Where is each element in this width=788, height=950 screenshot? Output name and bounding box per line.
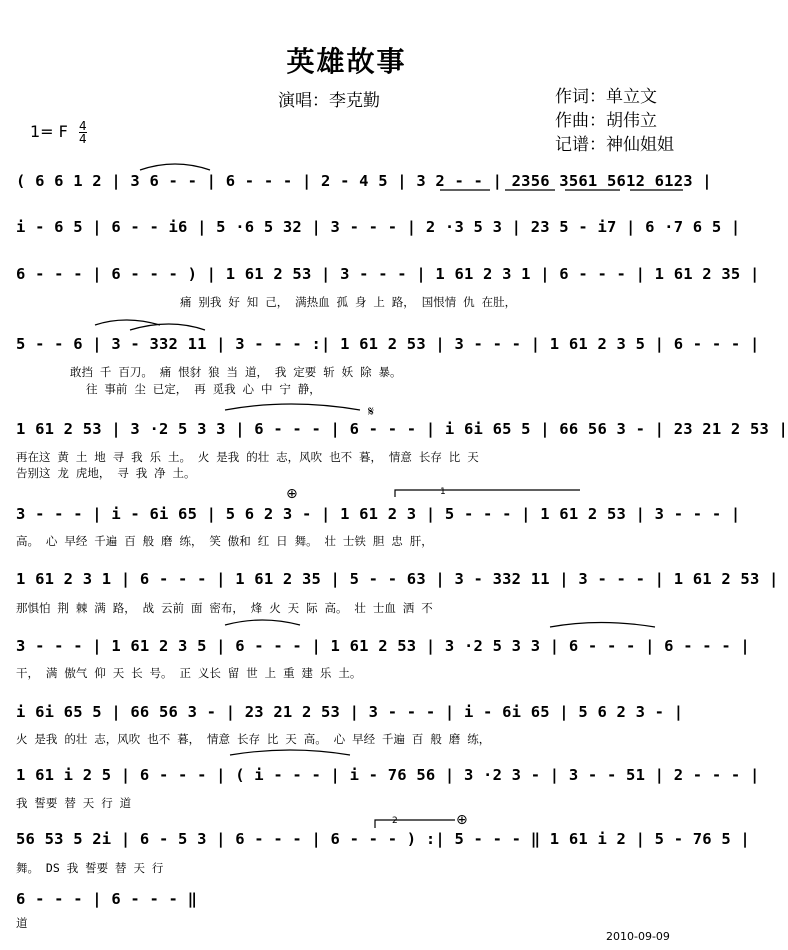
lyric-line-4a: 敢挡 千 百刀。 痛 恨豺 狼 当 道， 我 定要 斩 妖 除 暴。 [70, 365, 402, 379]
volta-number: 1 [440, 487, 446, 497]
score-line-2: i - 6 5 | 6 - - i6 | 5 ·6 5 32 | 3 - - - | 2 ·3 5 3 | 23 5 - i7 | 6 ·7 6 5 | [16, 218, 741, 236]
lyric-line-4b: 往 事前 尘 已定， 再 觅我 心 中 宁 静， [86, 382, 321, 396]
lyric-line-9: 火 是我 的壮 志，风吹 也不 暮， 情意 长存 比 天 高。 心 早经 千遍 百 般 磨 练， [16, 732, 491, 746]
slur-arc [95, 320, 160, 325]
key-text: 1= F [30, 122, 68, 141]
score-line-6: 3 - - - | i - 6i 65 | 5 6 2 3 - | 1 61 2 3 | 5 - - - | 1 61 2 53 | 3 - - - | [16, 505, 741, 523]
score-line-4: 5 - - 6 | 3 - 332 11 | 3 - - - :| 1 61 2 53 | 3 - - - | 1 61 2 3 5 | 6 - - - | [16, 335, 760, 353]
song-title: 英雄故事 [286, 45, 407, 78]
score-line-10: 1 61 i 2 5 | 6 - - - | ( i - - - | i - 76 56 | 3 ·2 3 - | 3 - - 51 | 2 - - - | [16, 766, 760, 784]
score-line-3: 6 - - - | 6 - - - ) | 1 61 2 53 | 3 - - - | 1 61 2 3 1 | 6 - - - | 1 61 2 35 | [16, 265, 760, 283]
transcription-date: 2010-09-09 [606, 930, 670, 943]
composer-credit: 作曲：胡伟立 [555, 111, 657, 131]
lyric-line-5b: 告别这 龙 虎地， 寻 我 净 土。 [16, 466, 196, 480]
volta-bracket-2 [375, 820, 455, 828]
score-line-1: ( 6 6 1 2 | 3 6 - - | 6 - - - | 2 - 4 5 | 3 2 - - | 2356 3561 5612 6123 | [16, 172, 712, 190]
score-line-12: 6 - - - | 6 - - - ‖ [16, 890, 198, 908]
lyric-line-11: 舞。 DS 我 誓要 替 天 行 [16, 861, 164, 875]
coda-sign: ⊕ [456, 812, 468, 828]
slur-arc [550, 623, 655, 628]
score-line-7: 1 61 2 3 1 | 6 - - - | 1 61 2 35 | 5 - - 63 | 3 - 332 11 | 3 - - - | 1 61 2 53 | [16, 570, 779, 588]
lyric-line-12: 道 [16, 916, 28, 930]
lyricist-credit: 作词：单立文 [555, 87, 657, 107]
slur-arc [140, 164, 210, 170]
lyric-line-3: 痛 别我 好 知 己， 满热血 孤 身 上 路， 国恨情 仇 在肚， [180, 295, 517, 309]
score-line-8: 3 - - - | 1 61 2 3 5 | 6 - - - | 1 61 2 53 | 3 ·2 5 3 3 | 6 - - - | 6 - - - | [16, 637, 750, 655]
slur-arc [225, 404, 360, 410]
score-line-11: 56 53 5 2i | 6 - 5 3 | 6 - - - | 6 - - - ) :| 5 - - - ‖ 1 61 i 2 | 5 - 76 5 | [16, 830, 750, 848]
time-top: 4 [78, 119, 87, 133]
transcriber-credit: 记谱：神仙姐姐 [555, 135, 674, 155]
volta-number: 2 [392, 816, 398, 826]
segno-sign: 𝄋 [368, 404, 375, 420]
lyric-line-10: 我 誓要 替 天 行 道 [16, 796, 132, 810]
time-bottom: 4 [78, 132, 87, 146]
slur-arc [225, 620, 300, 625]
lyric-line-5a: 再在这 黄 土 地 寻 我 乐 土。 火 是我 的壮 志，风吹 也不 暮， 情意 长存 比 天 [16, 450, 479, 464]
coda-sign: ⊕ [286, 486, 298, 502]
slur-arc [230, 750, 350, 755]
lyric-line-6: 高。 心 早经 千遍 百 般 磨 练， 笑 傲和 红 日 舞。 壮 士铁 胆 忠 肝， [16, 534, 433, 548]
singer-credit: 演唱：李克勤 [278, 91, 380, 111]
lyric-line-7: 那惧怕 荆 棘 满 路， 战 云前 面 密布， 烽 火 天 际 高。 壮 士血 洒 不 [16, 601, 433, 615]
volta-bracket-1 [395, 490, 580, 497]
score-line-5: 1 61 2 53 | 3 ·2 5 3 3 | 6 - - - | 6 - - - | i 6i 65 5 | 66 56 3 - | 23 21 2 53 | [16, 420, 788, 438]
lyric-line-8: 干， 满 傲气 仰 天 长 号。 正 义长 留 世 上 重 建 乐 土。 [16, 666, 362, 680]
score-line-9: i 6i 65 5 | 66 56 3 - | 23 21 2 53 | 3 - - - | i - 6i 65 | 5 6 2 3 - | [16, 703, 684, 721]
slur-arc [130, 324, 205, 330]
